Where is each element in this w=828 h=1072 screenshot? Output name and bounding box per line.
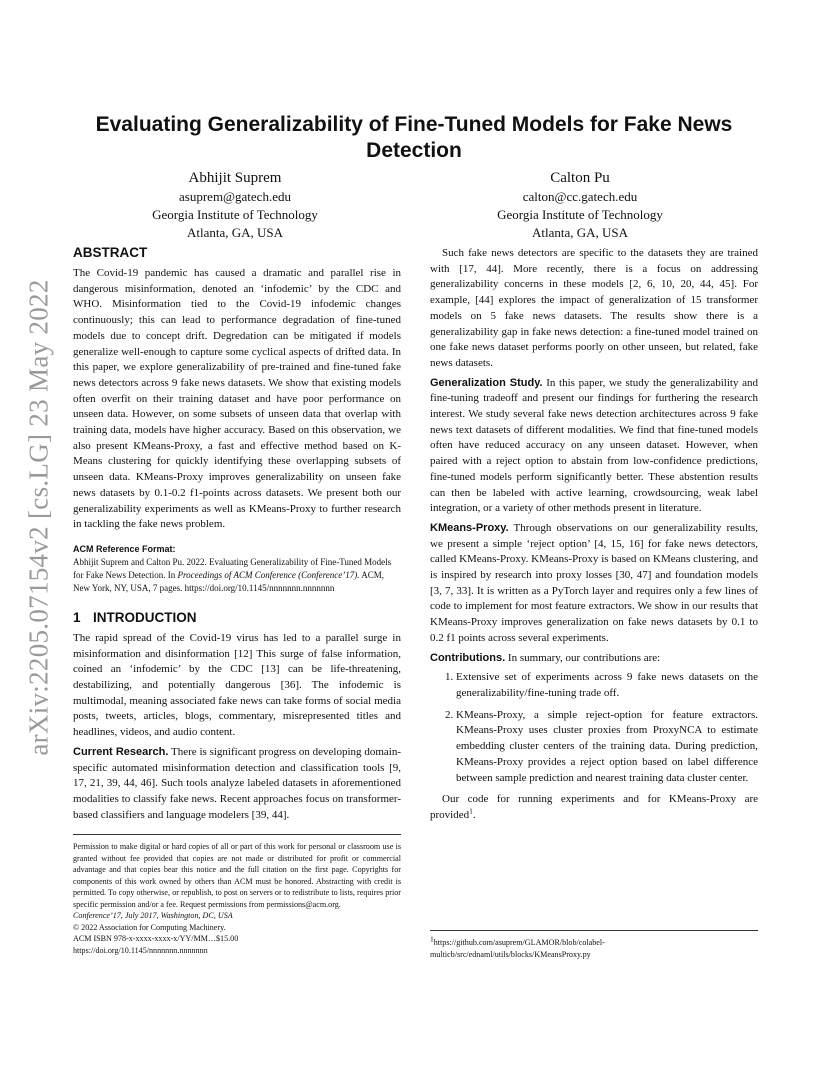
permission-text: Permission to make digital or hard copies of all or part of this work for personal or classroom use is granted without fee provided that copies are not made or distributed for profit or commercial advantage and that copies bear this notice and the full citation on the first page. Copyrights for components of this work owned by others than ACM must be honored. Abstracting with credit is permitted. To copy otherwise, or republish, to post on servers or to redistribute to lists, requires prior specific permission and/or a fee. Request permissions from permissions@acm.org.	[73, 842, 401, 909]
contributions-list	[430, 670, 758, 786]
acm-ref-venue: Proceedings of ACM Conference (Conference’17).	[177, 569, 360, 580]
code-text: Our code for running experiments and for KMeans-Proxy are provided	[430, 793, 758, 821]
code-end: .	[472, 808, 476, 821]
author-location: Atlanta, GA, USA	[186, 225, 284, 240]
contribution-item: 1. Extensive set of experiments across 9 fake news datasets on the generalizability/fine-tuning trade off.	[456, 670, 758, 701]
acm-reference-heading: ACM Reference Format:	[73, 543, 176, 554]
left-column	[73, 244, 401, 823]
kmeans-proxy-paragraph	[430, 521, 758, 647]
author-email: asuprem@gatech.edu	[179, 189, 291, 204]
footnote	[430, 934, 758, 960]
conference-line: Conference’17, July 2017, Washington, DC, USA	[73, 911, 233, 920]
gen-study-text: In this paper, we study the generalizability and fine-tuning tradeoff and present our findings for furthering the research interest. We study several fake news detection architectures across 9 fake news text datasets of different modalities. We find that fine-tuned models often have reduced accuracy on any unseen dataset. However, when paired with a reject option to abstain from low-confidence predictions, fine-tuned models perform significantly better. These abstention results can then be labeled with active learning, crowdsourcing, weak label integration, or a variety of other methods present in literature.	[430, 376, 758, 515]
isbn-line: ACM ISBN 978-x-xxxx-xxxx-x/YY/MM…$15.00	[73, 934, 239, 943]
footnote-url: https://github.com/asuprem/GLAMOR/blob/colabel-multicb/src/ednaml/utils/blocks/KMeansProxy.py	[430, 938, 605, 959]
copyright-line: © 2022 Association for Computing Machinery.	[73, 922, 226, 932]
section-title: INTRODUCTION	[93, 609, 197, 625]
current-research-label: Current Research.	[73, 745, 169, 758]
current-research-text: There is significant progress on developing domain-specific automated misinformation detection and classification tools [9, 17, 21, 39, 44, 46]. Such tools analyze labeled datasets in aforementioned modalities to classify fake news. Recent approaches focus on transformer-based classifiers and language modelers [39, 44].	[73, 745, 401, 821]
author-block-2	[430, 168, 730, 242]
footnote-mark: 1	[469, 806, 473, 816]
acm-ref-pre: Abhijit Suprem and Calton Pu. 2022. Evaluating Generalizability of Fine-Tuned Models for Fake News Detection. In	[73, 556, 392, 580]
contrib-text: In summary, our contributions are:	[505, 651, 661, 664]
arxiv-id-text: arXiv:2205.07154v2 [cs.LG] 23 May 2022	[23, 278, 54, 756]
contributions-paragraph	[430, 651, 758, 667]
acm-ref-post: ACM, New York, NY, USA, 7 pages. https://doi.org/10.1145/nnnnnnn.nnnnnnn	[73, 569, 385, 593]
contribution-item: 2. KMeans-Proxy, a simple reject-option for feature extractors. KMeans-Proxy uses cluster proxies from ProxyNCA to estimate embedding cluster centers of the training data. During prediction, KMeans-Proxy provides a reject option based on label difference between sample prediction and nearest training data cluster center.	[456, 708, 758, 787]
author-affiliation: Georgia Institute of Technology	[152, 207, 318, 222]
abstract-text: The Covid-19 pandemic has caused a dramatic and parallel rise in dangerous misinformation, denoted an ‘infodemic’ by the CDC and WHO. Misinformation tied to the Covid-19 infodemic changes continuously; this can lead to performance degradation of fine-tuned models due to concept drift. Degredation can be mitigated if models generalize well-enough to capture some cyclical aspects of drifted data. In this paper, we explore generalizability of pre-trained and fine-tuned fake news detectors across 9 fake news datasets. We show that existing models often overfit on their training dataset and have poor performance on unseen data. However, on some subsets of unseen data that overlap with training data, models have higher accuracy. Based on this observation, we also present KMeans-Proxy, a fast and effective method based on K-Means clustering for quickly identifying these overlapping subsets of unseen data. KMeans-Proxy improves generalizability on unseen fake news datasets by 0.1-0.2 f1-points across datasets. We present both our generalizability experiments as well as KMeans-Proxy to further research in tackling the fake news problem.	[73, 267, 401, 531]
permission-block	[73, 834, 401, 956]
abstract-heading: ABSTRACT	[73, 245, 148, 260]
footnote-number: 1	[430, 934, 434, 944]
author-affiliation: Georgia Institute of Technology	[497, 207, 663, 222]
author-name: Abhijit Suprem	[188, 170, 282, 186]
author-block-1	[85, 168, 385, 242]
intro-paragraph-1: The rapid spread of the Covid-19 virus has led to a parallel surge in misinformation and disinformation [12] This surge of false information, coined an ‘infodemic’ by the CDC [13] can be life-threatening, destabilizing, and potentially dangerous [36]. The infodemic is multimodal, meaning associated fake news can take forms of social media posts, tweets, articles, blogs, commentary, misrepresented titles and headlines, videos, and audio content.	[73, 631, 401, 739]
contrib-label: Contributions.	[430, 651, 506, 664]
footnote-block	[430, 930, 758, 960]
author-email: calton@cc.gatech.edu	[522, 189, 638, 204]
introduction-heading	[73, 609, 401, 627]
author-location: Atlanta, GA, USA	[531, 225, 629, 240]
current-research-paragraph	[73, 745, 401, 824]
doi-line: https://doi.org/10.1145/nnnnnnn.nnnnnnn	[73, 945, 208, 955]
kmeans-text: Through observations on our generalizability results, we present a simple ‘reject option’ [4, 15, 16] for fake news detectors, called KMeans-Proxy. KMeans-Proxy is based on KMeans clustering, and is inspired by research into proxy losses [30, 47] and foundation models [3, 7, 33]. It is written as a PyTorch layer and requires only a few lines of code to implement for most feature extractors. We show in our results that KMeans-Proxy improves generalization on fake news datasets by 0.1 to 0.2 f1 points across several experiments.	[430, 521, 758, 644]
arxiv-identifier	[14, 272, 64, 762]
right-column	[430, 246, 758, 824]
generalization-study-paragraph	[430, 376, 758, 517]
kmeans-label: KMeans-Proxy.	[430, 521, 509, 534]
intro-paragraph-3: Such fake news detectors are specific to the datasets they are trained with [17, 44]. More recently, there is a focus on addressing generalizability concerns in these models [2, 6, 10, 20, 44, 45]. For example, [44] explores the impact of generalization of 15 transformer models on 5 fake news datasets. The results show there is a generalizability gap in fake news detection: a fine-tuned model trained on one fake news dataset performs poorly on other unseen, but related, fake news datasets.	[430, 247, 758, 369]
acm-reference-text	[73, 556, 401, 595]
author-name: Calton Pu	[550, 170, 610, 186]
code-paragraph	[430, 792, 758, 823]
gen-study-label: Generalization Study.	[430, 376, 543, 389]
section-number: 1	[73, 609, 81, 625]
paper-title: Evaluating Generalizability of Fine-Tuned Models for Fake News Detection	[95, 113, 733, 162]
